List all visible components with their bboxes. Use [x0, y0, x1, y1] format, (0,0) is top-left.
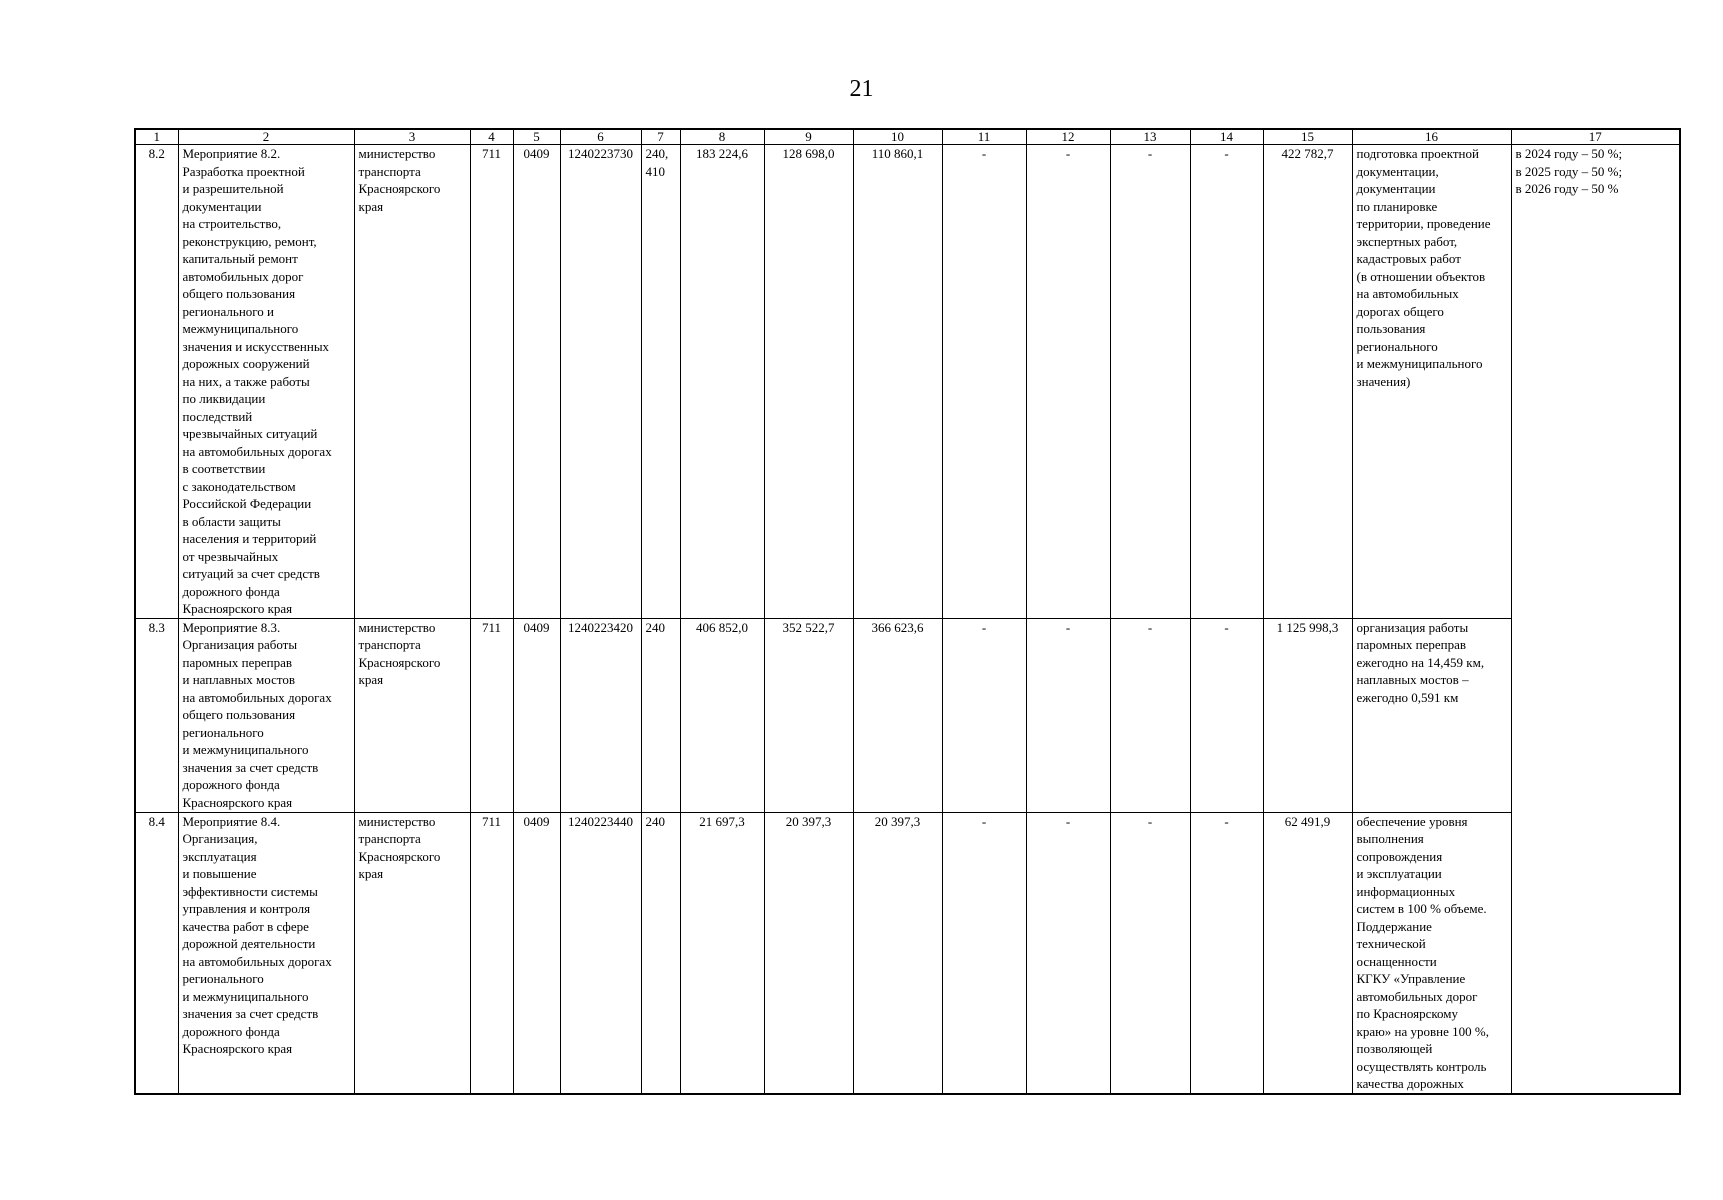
column-number: 5 — [513, 129, 560, 145]
column-number: 15 — [1263, 129, 1352, 145]
amount-year-2: 128 698,0 — [764, 145, 853, 619]
row-number: 8.4 — [135, 812, 178, 1094]
measure-description: Мероприятие 8.2. Разработка проектной и разрешительной документации на строительство, реконструкцию, ремонт, капитальный ремонт автомобильных дорог общего пользования регионального и межмуниципального значения и искусственных дорожных сооружений на них, а также работы по ликвидации последствий чрезвычайных ситуаций на автомобильных дорогах в соответствии с законодательством Российской Федерации в области защиты населения и территорий от чрезвычайных ситуаций за счет средств дорожного фонда Красноярского края — [178, 145, 354, 619]
target-article-code: 1240223730 — [560, 145, 641, 619]
column-number: 13 — [1110, 129, 1190, 145]
expense-type-code: 240, 410 — [641, 145, 680, 619]
grbs-code: 711 — [470, 812, 513, 1094]
amount-col-12: - — [1026, 812, 1110, 1094]
amount-col-14: - — [1190, 618, 1263, 812]
column-number: 16 — [1352, 129, 1511, 145]
column-number: 11 — [942, 129, 1026, 145]
section-code: 0409 — [513, 618, 560, 812]
table-row — [135, 145, 1680, 619]
amount-year-2: 352 522,7 — [764, 618, 853, 812]
column-number: 1 — [135, 129, 178, 145]
column-number: 3 — [354, 129, 470, 145]
column-number: 12 — [1026, 129, 1110, 145]
column-number: 9 — [764, 129, 853, 145]
expected-result: обеспечение уровня выполнения сопровождения и эксплуатации информационных систем в 100 % объеме. Поддержание технической оснащенности КГКУ «Управление автомобильных дорог по Красноярскому краю» на уровне 100 %, позволяющей осуществлять контроль качества дорожных — [1352, 812, 1511, 1094]
target-article-code: 1240223420 — [560, 618, 641, 812]
column-number: 10 — [853, 129, 942, 145]
amount-col-12: - — [1026, 618, 1110, 812]
expected-result: организация работы паромных переправ ежегодно на 14,459 км, наплавных мостов – ежегодно 0,591 км — [1352, 618, 1511, 812]
amount-col-11: - — [942, 812, 1026, 1094]
amount-total: 62 491,9 — [1263, 812, 1352, 1094]
table-row — [135, 812, 1680, 1094]
column-number: 4 — [470, 129, 513, 145]
amount-year-3: 366 623,6 — [853, 618, 942, 812]
column-number: 14 — [1190, 129, 1263, 145]
grbs-code: 711 — [470, 145, 513, 619]
column-number-row — [135, 129, 1680, 145]
column-number: 7 — [641, 129, 680, 145]
row-number: 8.3 — [135, 618, 178, 812]
executor: министерство транспорта Красноярского края — [354, 618, 470, 812]
executor: министерство транспорта Красноярского края — [354, 145, 470, 619]
column-number: 8 — [680, 129, 764, 145]
note: в 2024 году – 50 %; в 2025 году – 50 %; в 2026 году – 50 % — [1511, 145, 1680, 1094]
amount-year-1: 406 852,0 — [680, 618, 764, 812]
table-row — [135, 618, 1680, 812]
column-number: 17 — [1511, 129, 1680, 145]
section-code: 0409 — [513, 812, 560, 1094]
amount-year-3: 110 860,1 — [853, 145, 942, 619]
measure-description: Мероприятие 8.3. Организация работы паромных переправ и наплавных мостов на автомобильных дорогах общего пользования регионального и межмуниципального значения за счет средств дорожного фонда Красноярского края — [178, 618, 354, 812]
amount-col-11: - — [942, 618, 1026, 812]
amount-total: 422 782,7 — [1263, 145, 1352, 619]
executor: министерство транспорта Красноярского края — [354, 812, 470, 1094]
amount-year-2: 20 397,3 — [764, 812, 853, 1094]
target-article-code: 1240223440 — [560, 812, 641, 1094]
expense-type-code: 240 — [641, 618, 680, 812]
amount-total: 1 125 998,3 — [1263, 618, 1352, 812]
amount-col-12: - — [1026, 145, 1110, 619]
amount-col-13: - — [1110, 145, 1190, 619]
expected-result: подготовка проектной документации, документации по планировке территории, проведение экспертных работ, кадастровых работ (в отношении объектов на автомобильных дорогах общего пользования регионального и межмуниципального значения) — [1352, 145, 1511, 619]
expense-type-code: 240 — [641, 812, 680, 1094]
page-number: 21 — [849, 76, 874, 102]
amount-col-14: - — [1190, 145, 1263, 619]
measure-description: Мероприятие 8.4. Организация, эксплуатация и повышение эффективности системы управления и контроля качества работ в сфере дорожной деятельности на автомобильных дорогах регионального и межмуниципального значения за счет средств дорожного фонда Красноярского края — [178, 812, 354, 1094]
amount-year-1: 183 224,6 — [680, 145, 764, 619]
amount-col-11: - — [942, 145, 1026, 619]
amount-col-13: - — [1110, 618, 1190, 812]
amount-year-3: 20 397,3 — [853, 812, 942, 1094]
section-code: 0409 — [513, 145, 560, 619]
column-number: 2 — [178, 129, 354, 145]
column-number: 6 — [560, 129, 641, 145]
amount-col-13: - — [1110, 812, 1190, 1094]
row-number: 8.2 — [135, 145, 178, 619]
measures-table — [134, 128, 1681, 1095]
grbs-code: 711 — [470, 618, 513, 812]
amount-col-14: - — [1190, 812, 1263, 1094]
amount-year-1: 21 697,3 — [680, 812, 764, 1094]
